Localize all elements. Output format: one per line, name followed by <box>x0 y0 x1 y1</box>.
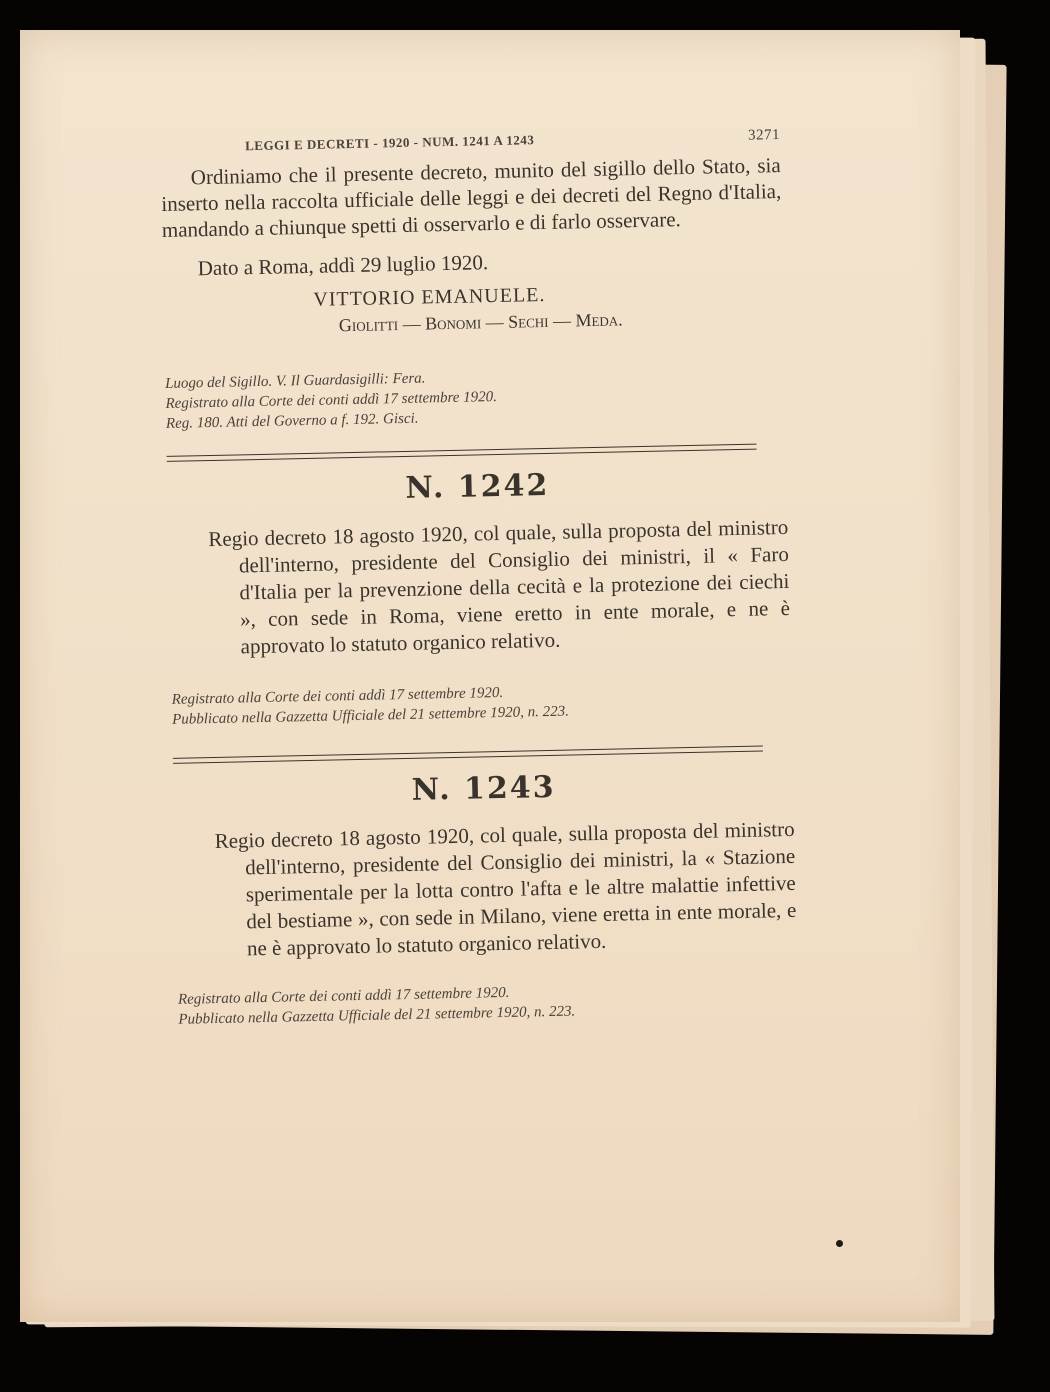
date-line: Dato a Roma, addì 29 luglio 1920. <box>197 250 489 281</box>
registration-note: Registrato alla Corte dei conti addì 17 settembre 1920. <box>165 389 498 412</box>
closing-paragraph: Ordiniamo che il presente decreto, munito del sigillo dello Stato, sia inserto nella raccolta ufficiale delle leggi e dei decreti del Regno d'Italia, mandando a chiunque spetti di osservarlo e di farlo osservare. <box>161 153 782 242</box>
decree-1242-text <box>208 514 791 661</box>
ministers-signatures: Giolitti — Bonomi — Sechi — Meda. <box>338 309 623 336</box>
decree-1241-notes <box>165 361 786 434</box>
running-header <box>245 127 780 155</box>
decree-1242-notes <box>172 677 793 730</box>
seal-note: Luogo del Sigillo. V. Il Guardasigilli: Fera. <box>164 370 426 392</box>
page-number: 3271 <box>747 127 781 144</box>
decree-1242-body: Regio decreto 18 agosto 1920, col quale, sulla proposta del ministro dell'interno, presidente del Consiglio dei ministri, il « Faro d'Italia per la prevenzione della cecità e la protezione dei ciechi », con sede in Roma, viene eretto in ente morale, e ne è approvato lo statuto organico relativo. <box>208 514 791 659</box>
publication-note: Pubblicato nella Gazzetta Ufficiale del 21 settembre 1920, n. 223. <box>171 703 570 728</box>
page-content <box>160 127 799 1030</box>
decree-1243-body: Regio decreto 18 agosto 1920, col quale, sulla proposta del ministro dell'interno, presidente del Consiglio dei ministri, la « Stazione sperimentale per la lotta contro l'afta e le altre malattie infettive del bestiame », con sede in Milano, viene eretta in ente morale, e ne è approvato lo statuto organico relativo. <box>214 816 797 961</box>
section-divider <box>167 444 757 462</box>
decree-1243-notes <box>178 977 799 1030</box>
registration-note: Registrato alla Corte dei conti addì 17 settembre 1920. <box>171 684 504 708</box>
registration-note: Registrato alla Corte dei conti addì 17 settembre 1920. <box>177 984 510 1008</box>
running-title: LEGGI E DECRETI - 1920 - NUM. 1241 A 1243 <box>244 132 535 154</box>
king-signature: VITTORIO EMANUELE. <box>313 283 546 311</box>
section-divider <box>173 746 763 764</box>
ink-dot <box>836 1240 843 1247</box>
decree-1242-number: N. 1242 <box>405 467 550 506</box>
decree-1243-text <box>214 816 797 963</box>
publication-note: Pubblicato nella Gazzetta Ufficiale del 21 settembre 1920, n. 223. <box>178 1003 576 1028</box>
gazette-page <box>20 30 960 1322</box>
decree-1243-number: N. 1243 <box>411 769 556 808</box>
register-ref-note: Reg. 180. Atti del Governo a f. 192. Gisci. <box>165 410 419 432</box>
